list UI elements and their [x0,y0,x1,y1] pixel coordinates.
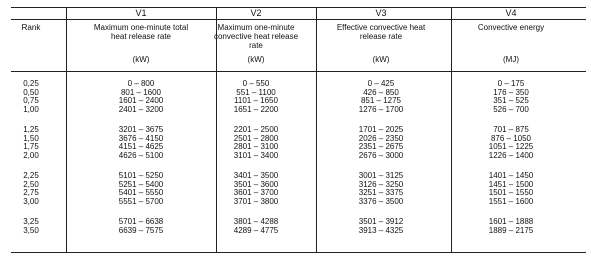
column-unit: (kW) [372,55,390,64]
column-divider [316,7,317,252]
range-cell: 1889 – 2175 [488,225,534,235]
column-header: Maximum one-minute convective heat release rate [213,23,299,50]
group-header-v1: V1 [135,8,147,18]
range-cell: 701 – 875 [493,125,529,134]
range-cell: 1601 – 2400 [118,96,164,105]
rank-cell: 3,00 [23,196,39,206]
rank-cell: 2,00 [23,150,39,160]
range-cell: 2801 – 3100 [233,142,279,151]
range-cell: 3376 – 3500 [358,196,404,206]
heat-release-rank-table [11,7,586,253]
range-cell: 6639 – 7575 [118,225,164,235]
range-cell: 1701 – 2025 [358,125,404,134]
range-cell: 351 – 525 [493,96,529,105]
column-header: Rank [21,23,41,32]
range-cell: 3101 – 3400 [233,150,279,160]
range-cell: 0 – 175 [497,79,525,88]
group-header-v3: V3 [375,8,387,18]
header-bottom-rule [11,71,586,72]
range-cell: 0 – 800 [127,79,155,88]
range-cell: 3401 – 3500 [233,171,279,180]
table-bottom-rule [11,252,586,253]
range-cell: 801 – 1600 [120,87,162,97]
column-header: Maximum one-minute total heat release rate [93,23,189,41]
column-header: Convective energy [477,23,545,32]
rank-cell: 0,25 [23,79,39,88]
rank-cell: 1,25 [23,125,39,134]
range-cell: 5251 – 5400 [118,179,164,189]
range-cell: 851 – 1275 [360,96,402,105]
range-cell: 3701 – 3800 [233,196,279,206]
rank-cell: 2,75 [23,188,39,197]
range-cell: 176 – 350 [493,87,529,97]
rank-cell: 2,25 [23,171,39,180]
range-cell: 2501 – 2800 [233,133,279,143]
rank-cell: 1,50 [23,133,39,143]
column-unit: (kW) [247,55,265,64]
column-unit: (MJ) [503,55,519,64]
range-cell: 551 – 1100 [236,87,276,97]
range-cell: 526 – 700 [493,104,529,114]
range-cell: 0 – 550 [242,79,270,88]
range-cell: 876 – 1050 [490,133,532,143]
range-cell: 1101 – 1650 [234,96,278,105]
column-header: Effective convective heat release rate [336,23,426,41]
range-cell: 3501 – 3600 [233,179,279,189]
range-cell: 1401 – 1450 [488,171,534,180]
range-cell: 3001 – 3125 [358,171,404,180]
range-cell: 1451 – 1500 [488,179,534,189]
range-cell: 1051 – 1225 [488,142,534,151]
range-cell: 2401 – 3200 [118,104,164,114]
range-cell: 5551 – 5700 [118,196,164,206]
rank-cell: 0,75 [23,96,39,105]
range-cell: 2351 – 2675 [358,142,404,151]
rank-cell: 0,50 [23,87,39,97]
range-cell: 1551 – 1600 [488,196,534,206]
rank-cell: 3,50 [23,225,39,235]
range-cell: 3251 – 3375 [358,188,404,197]
column-divider [451,7,452,252]
rank-cell: 1,00 [23,104,39,114]
range-cell: 0 – 425 [367,79,395,88]
group-header-v4: V4 [505,8,517,18]
range-cell: 3126 – 3250 [358,179,404,189]
range-cell: 4289 – 4775 [233,225,279,235]
range-cell: 4626 – 5100 [118,150,164,160]
rank-cell: 1,75 [23,142,39,151]
range-cell: 3201 – 3675 [118,125,164,134]
range-cell: 1601 – 1888 [488,217,534,226]
range-cell: 3801 – 4288 [233,217,279,226]
column-unit: (kW) [132,55,150,64]
range-cell: 3676 – 4150 [118,133,164,143]
range-cell: 5701 – 6638 [118,217,164,226]
range-cell: 1501 – 1550 [488,188,534,197]
range-cell: 3601 – 3700 [233,188,279,197]
group-header-rule [11,19,586,20]
range-cell: 2026 – 2350 [358,133,404,143]
range-cell: 3913 – 4325 [358,225,404,235]
range-cell: 1651 – 2200 [233,104,279,114]
range-cell: 4151 – 4625 [118,142,164,151]
range-cell: 1276 – 1700 [358,104,404,114]
rank-cell: 2,50 [23,179,39,189]
range-cell: 5401 – 5550 [118,188,164,197]
range-cell: 2201 – 2500 [233,125,279,134]
range-cell: 2676 – 3000 [358,150,404,160]
rank-cell: 3,25 [23,217,39,226]
range-cell: 5101 – 5250 [118,171,164,180]
range-cell: 3501 – 3912 [358,217,404,226]
range-cell: 1226 – 1400 [488,150,534,160]
range-cell: 426 – 850 [363,87,399,97]
group-header-v2: V2 [250,8,262,18]
